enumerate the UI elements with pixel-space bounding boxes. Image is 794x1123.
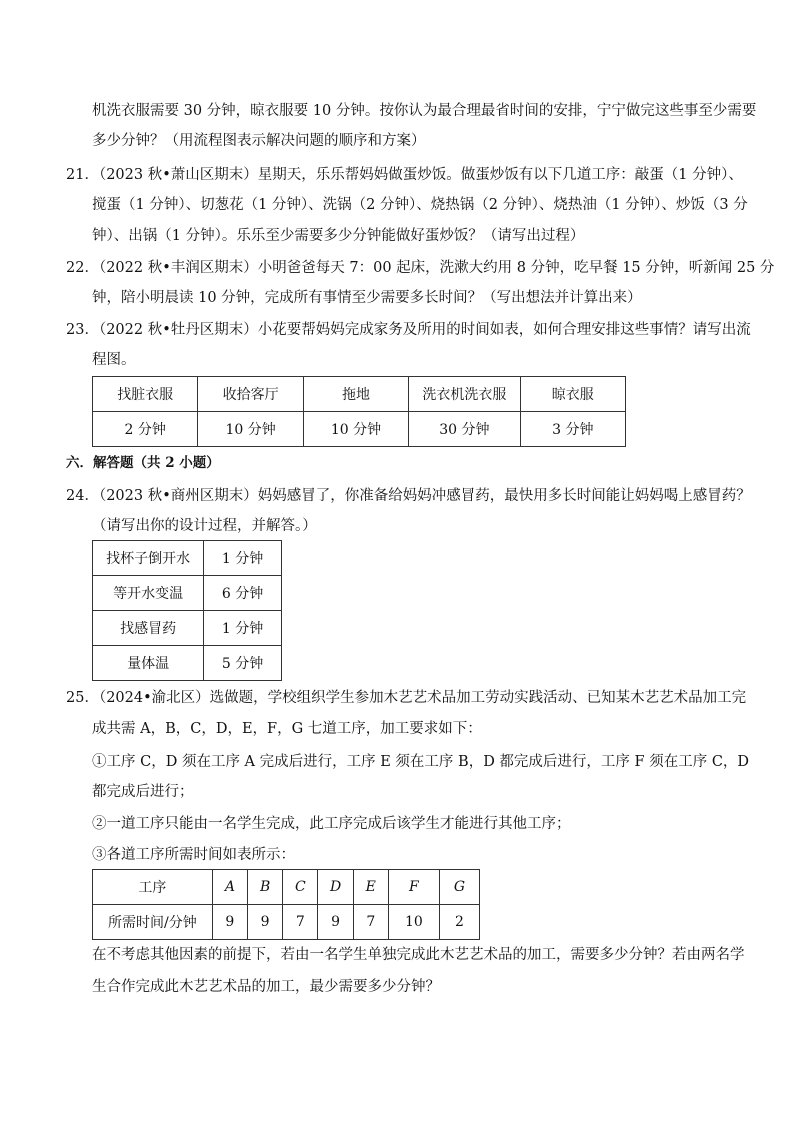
q25-line-5: ②一道工序只能由一名学生完成，此工序完成后该学生才能进行其他工序； [92,816,571,832]
q25-line-6: ③各道工序所需时间如表所示： [92,847,295,863]
q24-time-cell: 6 分钟 [204,576,282,611]
q24-line-1: 24．（2023 秋•商州区期末）妈妈感冒了，你准备给妈妈冲感冒药，最快用多长时间能让妈妈喝上感冒药？ [66,488,751,504]
q24-time-cell: 1 分钟 [204,541,282,576]
q24-steps-table [92,540,282,681]
q22-line-1: 22．（2022 秋•丰润区期末）小明爸爸每天 7：00 起床，洗漱大约用 8 分钟，吃早餐 15 分钟，听新闻 25 分 [66,260,775,276]
q24-task-cell: 量体温 [93,646,204,681]
q25-time-cell: 2 [439,905,479,940]
q24-task-cell: 找感冒药 [93,611,204,646]
q23-header-cell: 收拾客厅 [198,377,303,412]
section-heading: 六．解答题（共 2 小题） [66,455,220,471]
q24-task-cell: 等开水变温 [93,576,204,611]
q23-header-cell: 找脏衣服 [93,377,198,412]
q25-line-2: 成共需 A，B，C，D，E，F，G 七道工序，加工要求如下： [92,721,482,737]
q23-header-cell: 洗衣机洗衣服 [409,377,520,412]
q20-line-1: 机洗衣服需要 30 分钟，晾衣服要 10 分钟。按你认为最合理最省时间的安排，宁宁做完这些事至少需要 [92,103,757,119]
q23-header-cell: 拖地 [303,377,408,412]
q25-header-label: 工序 [93,870,213,905]
q23-value-cell: 2 分钟 [93,412,198,447]
q23-value-cell: 3 分钟 [520,412,625,447]
q25-proc-cell: D [318,870,353,905]
q25-time-cell: 7 [283,905,318,940]
q25-time-cell: 9 [212,905,247,940]
q23-line-1: 23．（2022 秋•牡丹区期末）小花要帮妈妈完成家务及所用的时间如表，如何合理安排这些事情？请写出流 [66,322,751,338]
q21-line-2: 搅蛋（1 分钟）、切葱花（1 分钟）、洗锅（2 分钟）、烧热锅（2 分钟）、烧热油（1 分钟）、炒饭（3 分 [92,197,748,213]
q25-proc-cell: E [353,870,388,905]
q25-proc-cell: F [388,870,439,905]
q23-header-cell: 晾衣服 [520,377,625,412]
q23-value-cell: 30 分钟 [409,412,520,447]
q24-time-cell: 5 分钟 [204,646,282,681]
q24-time-cell: 1 分钟 [204,611,282,646]
q23-line-2: 程图。 [92,352,136,368]
q23-chores-table [92,376,626,447]
q20-line-2: 多少分钟？（用流程图表示解决问题的顺序和方案） [92,133,426,149]
q22-line-2: 钟，陪小明晨读 10 分钟，完成所有事情至少需要多长时间？（写出想法并计算出来） [92,290,642,306]
q25-line-7: 在不考虑其他因素的前提下，若由一名学生单独完成此木艺艺术品的加工，需要多少分钟？若由两名学 [92,947,745,963]
q25-line-3: ①工序 C，D 须在工序 A 完成后进行，工序 E 须在工序 B，D 都完成后进行，工序 F 须在工序 C，D [92,754,750,770]
q23-value-cell: 10 分钟 [198,412,303,447]
q25-time-cell: 7 [353,905,388,940]
q24-task-cell: 找杯子倒开水 [93,541,204,576]
q25-proc-cell: C [283,870,318,905]
q25-time-cell: 9 [247,905,282,940]
q25-proc-cell: G [439,870,479,905]
q25-proc-cell: A [212,870,247,905]
q21-line-3: 钟）、出锅（1 分钟）。乐乐至少需要多少分钟能做好蛋炒饭？（请写出过程） [92,228,585,244]
q25-process-table [92,869,480,940]
q25-proc-cell: B [247,870,282,905]
q24-line-2: （请写出你的设计过程，并解答。） [92,518,317,534]
q25-time-label: 所需时间/分钟 [93,905,213,940]
q21-line-1: 21．（2023 秋•萧山区期末）星期天，乐乐帮妈妈做蛋炒饭。做蛋炒饭有以下几道工序：敲蛋（1 分钟）、 [66,167,743,183]
q23-value-cell: 10 分钟 [303,412,408,447]
q25-time-cell: 10 [388,905,439,940]
q25-line-4: 都完成后进行； [92,784,194,800]
q25-line-8: 生合作完成此木艺艺术品的加工，最少需要多少分钟？ [92,979,440,995]
q25-line-1: 25．（2024•渝北区）选做题，学校组织学生参加木艺艺术品加工劳动实践活动、已知某木艺艺术品加工完 [66,690,747,706]
q25-time-cell: 9 [318,905,353,940]
